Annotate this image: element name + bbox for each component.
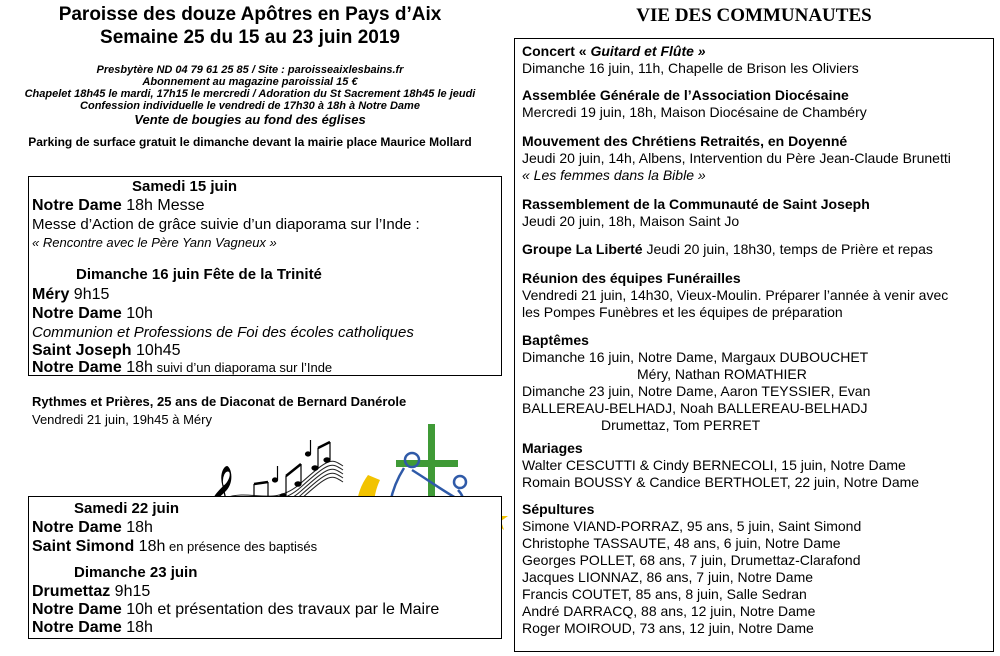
box2-line-notre-dame-10h (32, 600, 439, 619)
place-name: Saint Joseph (32, 342, 132, 359)
schedule-detail: 18h (121, 359, 153, 376)
schedule-box-week1 (28, 176, 502, 376)
bapteme-line: Méry, Nathan ROMATHIER (637, 366, 807, 382)
mcr-sub: « Les femmes dans la Bible » (522, 167, 706, 183)
mcr-line: Jeudi 20 juin, 14h, Albens, Intervention du Père Jean-Claude Brunetti (522, 150, 951, 166)
baptemes-title: Baptêmes (522, 332, 589, 348)
sepulture-line: Georges POLLET, 68 ans, 7 juin, Drumettaz-Clarafond (522, 552, 861, 568)
place-name: Drumettaz (32, 583, 111, 600)
sepulture-line: Francis COUTET, 85 ans, 8 juin, Salle Sedran (522, 586, 807, 602)
bapteme-line: Dimanche 16 juin, Notre Dame, Margaux DUBOUCHET (522, 349, 869, 365)
box1-line-action-grace: Messe d’Action de grâce suivie d’un diaporama sur l’Inde : (32, 216, 420, 233)
bapteme-line: Drumettaz, Tom PERRET (601, 417, 761, 433)
rythmes-title: Rythmes et Prières, 25 ans de Diaconat de Bernard Danérole (32, 394, 407, 409)
sunday-23-title: Dimanche 23 juin (74, 564, 198, 581)
groupe-liberte-title: Groupe La Liberté (522, 241, 643, 257)
saturday-22-title: Samedi 22 juin (74, 500, 180, 517)
schedule-detail: 10h (121, 305, 153, 322)
groupe-liberte-line (522, 241, 933, 258)
place-name: Méry (32, 286, 70, 303)
sunday-16-title: Dimanche 16 juin Fête de la Trinité (76, 266, 322, 283)
schedule-detail: 18h (121, 619, 153, 636)
info-abonnement: Abonnement au magazine paroissial 15 € (142, 76, 358, 88)
sepulture-line: Jacques LIONNAZ, 86 ans, 7 juin, Notre Dame (522, 569, 814, 585)
box1-line-notre-dame-10h (32, 304, 153, 323)
ag-title: Assemblée Générale de l’Association Diocésaine (522, 87, 849, 103)
parish-title: Paroisse des douze Apôtres en Pays d’Aix (58, 4, 442, 25)
funerailles-line-1: Vendredi 21 juin, 14h30, Vieux-Moulin. Préparer l’année à venir avec (522, 287, 949, 303)
box1-line-communion: Communion et Professions de Foi des écoles catholiques (32, 324, 414, 341)
sepulture-line: Simone VIAND-PORRAZ, 95 ans, 5 juin, Saint Simond (522, 518, 862, 534)
box2-line-saint-simond (32, 537, 317, 556)
box2-line-notre-dame-18h-sun (32, 618, 153, 637)
place-name: Saint Simond (32, 538, 135, 555)
info-parking: Parking de surface gratuit le dimanche devant la mairie place Maurice Mollard (28, 135, 472, 149)
info-presbytere: Presbytère ND 04 79 61 25 85 / Site : paroisseaixlesbains.fr (96, 64, 404, 76)
schedule-detail: 10h et présentation des travaux par le Maire (121, 601, 440, 618)
rythmes-line: Vendredi 21 juin, 19h45 à Méry (32, 412, 212, 427)
place-name: Notre Dame (32, 619, 122, 636)
mariages-title: Mariages (522, 440, 583, 456)
place-name: Notre Dame (32, 359, 122, 376)
schedule-detail: 18h Messe (121, 197, 205, 214)
funerailles-title: Réunion des équipes Funérailles (522, 270, 741, 286)
schedule-detail: 9h15 (110, 583, 151, 600)
bapteme-line: BALLEREAU-BELHADJ, Noah BALLEREAU-BELHADJ (522, 400, 868, 416)
place-name: Notre Dame (32, 197, 122, 214)
info-vente-bougies: Vente de bougies au fond des églises (134, 112, 366, 127)
concert-prefix: Concert « (522, 43, 591, 59)
sepulture-line: Roger MOIROUD, 73 ans, 12 juin, Notre Dame (522, 620, 814, 636)
schedule-detail: 9h15 (69, 286, 110, 303)
box1-line-notre-dame-messe (32, 196, 205, 215)
bapteme-line: Dimanche 23 juin, Notre Dame, Aaron TEYSSIER, Evan (522, 383, 871, 399)
box1-line-rencontre: « Rencontre avec le Père Yann Vagneux » (32, 235, 277, 250)
schedule-note: en présence des baptisés (165, 539, 318, 554)
rassemblement-title: Rassemblement de la Communauté de Saint Joseph (522, 196, 870, 212)
sepultures-title: Sépultures (522, 501, 595, 517)
mariage-line: Walter CESCUTTI & Cindy BERNECOLI, 15 juin, Notre Dame (522, 457, 906, 473)
info-confession: Confession individuelle le vendredi de 17h30 à 18h à Notre Dame (80, 100, 420, 112)
sepulture-line: André DARRACQ, 88 ans, 12 juin, Notre Dame (522, 603, 816, 619)
concert-line: Dimanche 16 juin, 11h, Chapelle de Brison les Oliviers (522, 60, 859, 76)
mcr-title: Mouvement des Chrétiens Retraités, en Doyenné (522, 133, 848, 149)
saturday-15-title: Samedi 15 juin (132, 178, 238, 195)
sepulture-line: Christophe TASSAUTE, 48 ans, 6 juin, Notre Dame (522, 535, 841, 551)
box1-line-mery (32, 285, 109, 304)
schedule-detail: 18h (134, 538, 166, 555)
place-name: Notre Dame (32, 305, 122, 322)
rassemblement-line: Jeudi 20 juin, 18h, Maison Saint Jo (522, 213, 740, 229)
schedule-detail: 10h45 (131, 342, 181, 359)
box2-line-notre-dame-18h (32, 518, 153, 537)
mariage-line: Romain BOUSSY & Candice BERTHOLET, 22 juin, Notre Dame (522, 474, 920, 490)
info-chapelet: Chapelet 18h45 le mardi, 17h15 le mercredi / Adoration du St Sacrement 18h45 le jeudi (24, 88, 476, 100)
schedule-box-week2 (28, 496, 502, 639)
week-title: Semaine 25 du 15 au 23 juin 2019 (100, 27, 400, 48)
ag-line: Mercredi 19 juin, 18h, Maison Diocésaine de Chambéry (522, 104, 867, 120)
place-name: Notre Dame (32, 519, 122, 536)
communautes-title: VIE DES COMMUNAUTES (636, 5, 872, 26)
place-name: Notre Dame (32, 601, 122, 618)
groupe-liberte-detail: Jeudi 20 juin, 18h30, temps de Prière et repas (642, 241, 933, 257)
communautes-box (514, 38, 994, 652)
funerailles-line-2: les Pompes Funèbres et les équipes de préparation (522, 304, 843, 320)
schedule-detail: 18h (121, 519, 153, 536)
schedule-note: suivi d’un diaporama sur l’Inde (152, 360, 333, 375)
concert-name: Guitard et Flûte » (590, 43, 706, 59)
concert-title (522, 43, 706, 60)
box2-line-drumettaz (32, 582, 150, 601)
box1-line-notre-dame-18h (32, 358, 332, 377)
